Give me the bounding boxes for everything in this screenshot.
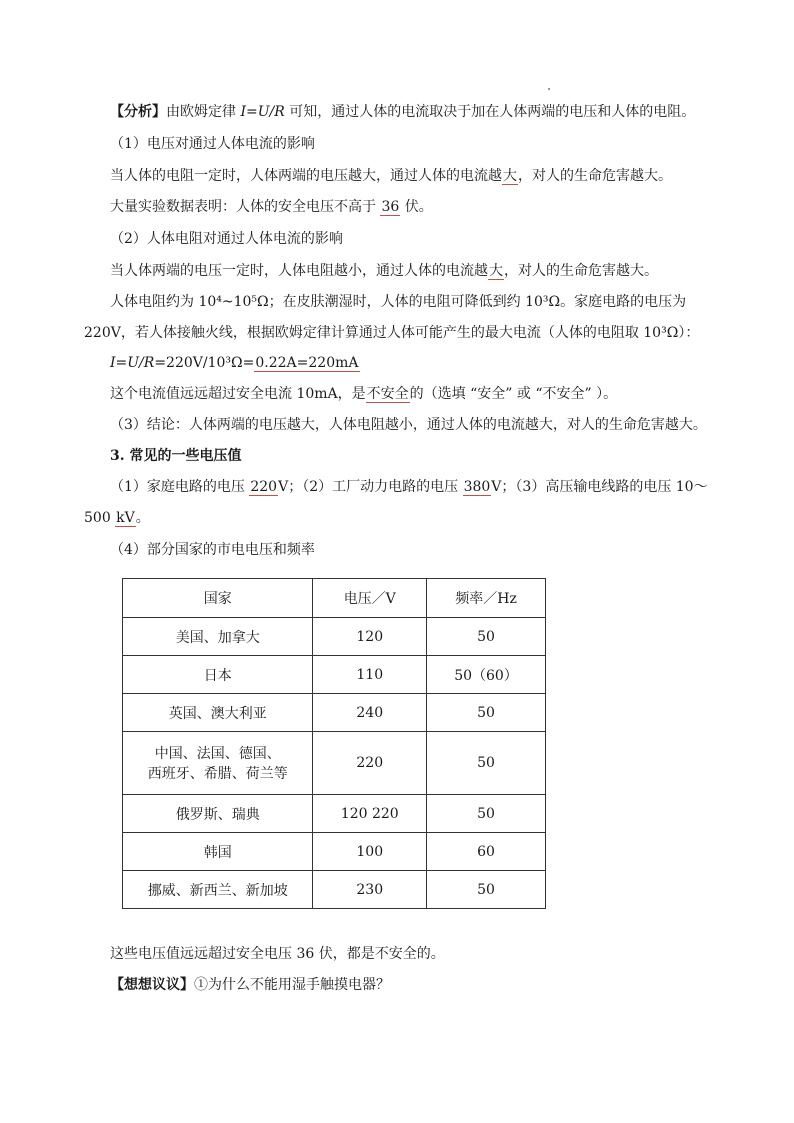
common-voltages-line-2 (84, 508, 150, 528)
formula: I=U/R (110, 355, 155, 371)
frequency-cell: 50 (427, 795, 546, 833)
text: V；（3）高压输电线路的电压 10～ (491, 479, 708, 495)
frequency-cell: 50 (427, 694, 546, 732)
text: 这个电流值远远超过安全电流 10mA，是 (110, 386, 366, 402)
frequency-cell: 50 (427, 732, 546, 795)
ohm-formula: I=U/R (240, 104, 285, 120)
section1-paragraph-1 (110, 166, 672, 186)
country-line-1: 中国、法国、德国、 (154, 746, 281, 762)
table-row (123, 795, 546, 833)
table-row (123, 694, 546, 732)
analysis-text-2: 可知，通过人体的电流取决于加在人体两端的电压和人体的电阻。 (284, 104, 696, 120)
table-row (123, 732, 546, 795)
table-row (123, 833, 546, 871)
text: 的（选填 “安全” 或 “不安全” ）。 (409, 386, 618, 402)
text: 伏。 (400, 199, 433, 215)
fill-blank: 不安全 (366, 386, 409, 402)
voltage-cell: 120 220 (313, 795, 427, 833)
fill-blank: 0.22A=220mA (255, 355, 359, 371)
country-cell: 美国、加拿大 (123, 618, 313, 656)
country-cell: 挪威、新西兰、新加坡 (123, 871, 313, 909)
country-cell: 韩国 (123, 833, 313, 871)
safety-note: 这些电压值远远超过安全电压 36 伏，都是不安全的。 (110, 946, 445, 962)
voltage-cell: 110 (313, 656, 427, 694)
analysis-paragraph (110, 102, 695, 122)
analysis-tag: 【分析】 (110, 104, 166, 120)
voltage-frequency-table (122, 578, 546, 909)
fill-blank: 36 (381, 199, 400, 215)
frequency-cell: 50 (427, 618, 546, 656)
table-caption: （4）部分国家的市电电压和频率 (110, 542, 315, 558)
current-calculation (110, 353, 360, 373)
text: =220V/10³Ω= (154, 355, 255, 371)
section2-paragraph-1 (110, 261, 658, 281)
header-voltage: 电压／V (313, 579, 427, 618)
table-header-row (123, 579, 546, 618)
table-row (123, 656, 546, 694)
think-discuss (110, 975, 390, 995)
think-question: ①为什么不能用湿手触摸电器？ (194, 977, 390, 993)
fill-blank: 220 (250, 479, 278, 495)
text: ，对人的生命危害越大。 (504, 263, 658, 279)
country-cell: 俄罗斯、瑞典 (123, 795, 313, 833)
voltage-cell: 240 (313, 694, 427, 732)
scan-dot (548, 88, 550, 90)
section1-paragraph-2 (110, 197, 433, 217)
common-voltages-heading: 3. 常见的一些电压值 (110, 448, 242, 464)
text: ，对人的生命危害越大。 (518, 168, 672, 184)
country-cell: 日本 (123, 656, 313, 694)
frequency-cell: 50 (427, 871, 546, 909)
frequency-cell: 60 (427, 833, 546, 871)
country-cell: 英国、澳大利亚 (123, 694, 313, 732)
text: 。 (135, 510, 150, 526)
voltage-cell: 220 (313, 732, 427, 795)
text: 大量实验数据表明：人体的安全电压不高于 (110, 199, 381, 215)
section1-heading: （1）电压对通过人体电流的影响 (110, 136, 315, 152)
voltage-cell: 100 (313, 833, 427, 871)
analysis-text-1: 由欧姆定律 (166, 104, 241, 120)
voltage-cell: 120 (313, 618, 427, 656)
voltage-cell: 230 (313, 871, 427, 909)
text: 500 (84, 510, 116, 526)
text: V；（2）工厂动力电路的电压 (278, 479, 463, 495)
fill-blank: kV (116, 510, 135, 526)
think-tag: 【想想议议】 (110, 977, 194, 993)
common-voltages-line-1 (110, 477, 708, 497)
section2-heading: （2）人体电阻对通过人体电流的影响 (110, 231, 343, 247)
frequency-cell: 50（60） (427, 656, 546, 694)
country-line-2: 西班牙、希腊、荷兰等 (147, 766, 288, 782)
fill-blank: 大 (503, 168, 517, 184)
section2-paragraph-4 (110, 384, 617, 404)
country-cell (123, 732, 313, 795)
section2-paragraph-3: 220V，若人体接触火线，根据欧姆定律计算通过人体可能产生的最大电流（人体的电阻取 10³Ω）： (84, 325, 700, 341)
table-row (123, 871, 546, 909)
fill-blank: 大 (489, 263, 503, 279)
text: （1）家庭电路的电压 (110, 479, 250, 495)
text: 当人体的电阻一定时，人体两端的电压越大，通过人体的电流越 (110, 168, 502, 184)
section2-paragraph-2: 人体电阻约为 10⁴~10⁵Ω；在皮肤潮湿时，人体的电阻可降低到约 10³Ω。家庭电路的电压为 (110, 294, 687, 310)
header-country: 国家 (123, 579, 313, 618)
fill-blank: 380 (463, 479, 491, 495)
section3-conclusion: （3）结论：人体两端的电压越大，人体电阻越小，通过人体的电流越大，对人的生命危害越大。 (110, 417, 707, 433)
header-frequency: 频率／Hz (427, 579, 546, 618)
text: 当人体两端的电压一定时，人体电阻越小，通过人体的电流越 (110, 263, 488, 279)
table-row (123, 618, 546, 656)
